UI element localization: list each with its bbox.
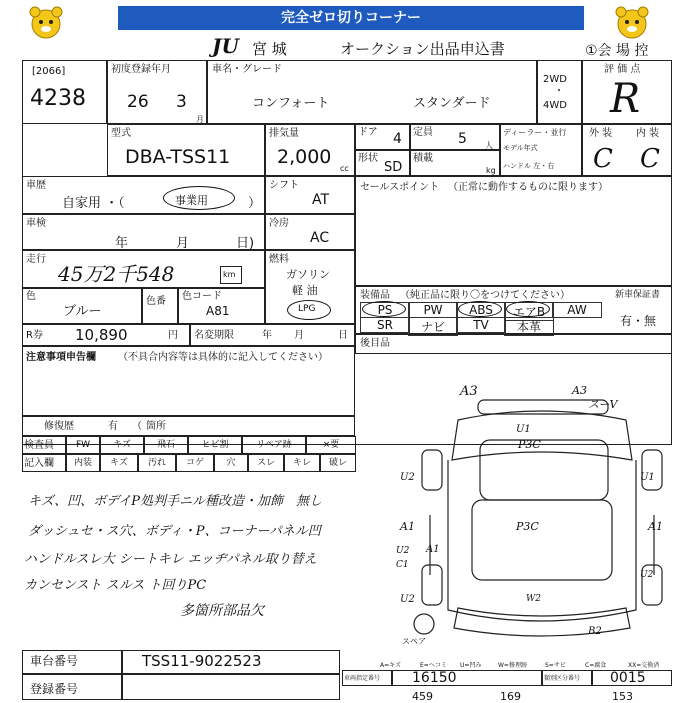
selling-point-label: セールスポイント	[360, 182, 440, 193]
lot-number: 4238	[30, 86, 86, 111]
prefecture: 宮 城	[252, 40, 287, 58]
color-number-label: 色番	[146, 296, 166, 307]
shift-value: AT	[312, 192, 330, 208]
displacement-value: 2,000	[277, 146, 332, 168]
equip-pw: PW	[408, 302, 458, 318]
legend-row1	[66, 436, 356, 454]
inspection-label: 車検	[26, 218, 46, 229]
load-label: 積載	[413, 153, 433, 164]
diag-label-u1: U1	[516, 424, 531, 435]
capacity-unit: 人	[485, 141, 493, 150]
code-s: S=サビ	[545, 662, 566, 669]
legend-check-label: 検査員	[24, 440, 54, 451]
banner-title: 完全ゼロ切りコーナー	[281, 10, 421, 26]
ext-value: C	[593, 144, 613, 174]
legend-wear: スレ	[248, 454, 284, 472]
fuel-label: 燃料	[269, 254, 289, 265]
inspection-day: 日)	[236, 236, 255, 251]
handwritten-line-5: 多箇所部品欠	[180, 603, 264, 619]
cat-label: 類別区分番号	[544, 675, 581, 682]
history-label: 車歴	[26, 180, 46, 191]
legend-hole: 穴	[214, 454, 248, 472]
recycle-value: 10,890	[75, 326, 128, 344]
handwritten-line-2: ダッシュセ・ス穴、ボディ・P、コーナーパネル凹	[28, 524, 321, 539]
registration-year: 26	[127, 92, 149, 112]
cat-value: 0015	[610, 670, 646, 686]
legend-cut: キレ	[284, 454, 320, 472]
repair-value: 有	[108, 421, 118, 432]
equipment-label: 装備品	[360, 290, 390, 301]
legend-dirt: 汚れ	[138, 454, 176, 472]
repair-label: 修復歴	[44, 421, 74, 432]
plate-value-cell	[122, 674, 340, 700]
notes-sub: （不具合内容等は具体的に記入してください）	[118, 352, 328, 363]
grade-label: 評 価 点	[604, 64, 641, 75]
registration-month-unit: 月	[196, 115, 204, 124]
mileage-label: 走行	[26, 254, 46, 265]
color-value: ブルー	[63, 304, 102, 319]
booklet-label: 新車保証書	[615, 290, 661, 300]
handwritten-line-1: キズ、凹、ボデイP処判手ニル種改造・加飾 無し	[28, 494, 322, 509]
damage-codes	[380, 660, 690, 670]
mileage-value: 45万2千548	[58, 262, 175, 286]
diag-label-c1: C1	[396, 560, 409, 570]
capacity-value: 5	[458, 131, 467, 147]
diag-spare: スペア	[402, 637, 426, 646]
fuel-lpg: LPG	[298, 304, 316, 314]
equip-navi: ナビ	[408, 317, 458, 336]
diag-label-b2: B2	[588, 626, 602, 637]
plate-label: 登録番号	[30, 682, 79, 696]
name-change-label: 名変期限	[194, 330, 234, 341]
handwritten-line-3: ハンドルスレ大 シートキレ エッヂパネル取り替え	[24, 552, 317, 567]
legend-burn: コゲ	[176, 454, 214, 472]
bottom-l3: 153	[612, 690, 633, 703]
dealer-handle-label: ハンドル 左・右	[503, 162, 555, 170]
capacity-label: 定員	[413, 127, 433, 138]
shift-label: シフト	[269, 180, 299, 191]
diag-label-a1b: A1	[648, 520, 663, 533]
history-option: 事業用	[175, 194, 208, 207]
diag-label-a1c: A1	[426, 544, 440, 555]
diag-label-p3c2: P3C	[516, 520, 539, 533]
equip-ps-circle	[362, 301, 406, 317]
legend-repair: リペア跡	[242, 436, 306, 454]
history-close: ）	[248, 196, 262, 211]
equip-tv: TV	[456, 317, 506, 333]
int-label: 内 装	[636, 128, 660, 139]
shape-label: 形状	[358, 153, 378, 164]
equip-abs-circle	[458, 301, 502, 317]
model-name: コンフォート	[252, 96, 330, 111]
legend-chip: 飛石	[144, 436, 188, 454]
type-label: 型式	[111, 128, 131, 139]
diag-label-w2: W2	[526, 594, 541, 604]
code-a: A=キズ	[380, 662, 402, 669]
legend-int-scratch: キズ	[100, 454, 138, 472]
legend-entry-label: 記入欄	[24, 458, 54, 469]
load-unit: kg	[486, 166, 496, 175]
notes-label: 注意事項申告欄	[26, 352, 96, 363]
name-change-day: 日	[338, 330, 348, 341]
inspection-cell	[22, 214, 265, 250]
grade-value: R	[610, 76, 641, 122]
name-change-year: 年	[262, 330, 272, 341]
diag-label-u2: U2	[400, 472, 415, 483]
selling-point-note: （正常に動作するものに限ります）	[448, 182, 608, 193]
chassis-value: TSS11-9022523	[142, 652, 262, 670]
fuel-gasoline: ガソリン	[286, 268, 330, 281]
equip-leather: 本革	[504, 317, 554, 336]
displacement-unit: cc	[340, 164, 349, 173]
doors-value: 4	[393, 131, 402, 147]
color-label: 色	[26, 291, 36, 302]
legend-row2	[66, 454, 356, 472]
mascot-left-icon	[26, 4, 66, 42]
diag-label-u2d: U2	[400, 594, 415, 605]
diag-label-a1: A1	[400, 520, 415, 533]
code-xx: XX=交換済	[628, 662, 660, 669]
legend-fw: FW	[66, 436, 100, 454]
recycle-unit: 円	[168, 330, 178, 341]
code-e: E=ヘコミ	[420, 662, 447, 669]
recycle-label: R券	[26, 330, 43, 341]
inspection-month: 月	[176, 236, 190, 251]
code-w: W=修理跡	[498, 662, 527, 669]
copy-label: ①会 場 控	[585, 43, 649, 59]
form-title: オークション出品申込書	[340, 40, 505, 58]
legend-tear: 破レ	[320, 454, 356, 472]
fuel-light-oil: 軽 油	[292, 284, 318, 297]
mascot-right-icon	[612, 4, 652, 42]
booklet-value: 有・無	[620, 314, 657, 328]
diag-label-a3b: A3	[572, 384, 587, 397]
legend-scratch: キズ	[100, 436, 144, 454]
color-code-label: 色コード	[182, 291, 222, 302]
diag-label-u2c: U2	[640, 570, 654, 580]
drive-2wd: 2WD	[543, 74, 567, 85]
history-value: 自家用 ・（	[62, 196, 125, 211]
shape-value: SD	[384, 160, 403, 175]
dealer-label: ディーラー・並行	[503, 128, 567, 137]
doors-label: ドア	[358, 127, 378, 138]
rear-seat-cell	[355, 334, 672, 354]
displacement-label: 排気量	[269, 128, 299, 139]
chassis-label: 車台番号	[30, 654, 79, 668]
equip-sr: SR	[360, 317, 410, 333]
dealer-year-label: モデル年式	[503, 144, 538, 152]
rear-seat-label: 後目品	[360, 338, 390, 349]
brand-logo	[212, 34, 239, 58]
drive-4wd: 4WD	[543, 100, 567, 111]
equip-airbag: エアB	[504, 302, 554, 321]
legend-need: ×要	[306, 436, 356, 454]
repair-bracket: （	[132, 421, 142, 432]
drive-dot: ・	[554, 86, 564, 97]
legend-interior: 内装	[66, 454, 100, 472]
brand-text: JU	[212, 34, 239, 58]
diag-label-sv: スーV	[588, 398, 618, 411]
registration-month: 3	[176, 92, 187, 112]
lot-ref: [2066]	[32, 66, 66, 77]
legend-crack: ヒビ割	[188, 436, 242, 454]
diag-label-a3: A3	[460, 384, 478, 399]
ac-label: 冷房	[269, 218, 289, 229]
est-label: 車両指定番号	[344, 675, 381, 682]
model-grade: スタンダード	[413, 96, 491, 111]
color-code: A81	[206, 304, 230, 318]
diag-label-u2b: U2	[396, 546, 410, 556]
car-diagram	[396, 380, 690, 650]
int-value: C	[640, 144, 660, 174]
header-banner	[118, 6, 584, 30]
mileage-unit: km	[223, 270, 236, 279]
inspection-year: 年	[115, 236, 129, 251]
bottom-l1: 459	[412, 690, 433, 703]
handwritten-line-4: カンセンスト スルス ト回りPC	[24, 578, 207, 593]
equip-aw: AW	[552, 302, 602, 318]
name-change-month: 月	[294, 330, 304, 341]
equip-airbag-circle	[506, 301, 550, 317]
type-value: DBA-TSS11	[125, 146, 231, 168]
diag-label-u1b: U1	[640, 472, 655, 483]
ext-label: 外 装	[589, 128, 613, 139]
equipment-note: （純正品に限り〇をつけてください）	[400, 290, 570, 301]
diag-label-p3c: P3C	[518, 438, 541, 451]
model-label: 車名・グレード	[212, 64, 282, 75]
equip-abs: ABS	[456, 302, 506, 318]
est-value: 16150	[412, 670, 457, 686]
repair-place: 箇所	[146, 421, 166, 432]
equip-ps: PS	[360, 302, 410, 318]
registration-label: 初度登録年月	[111, 64, 171, 75]
code-u: U=凹み	[460, 662, 482, 669]
bottom-l2: 169	[500, 690, 521, 703]
code-c: C=腐食	[585, 662, 607, 669]
ac-value: AC	[310, 230, 330, 246]
